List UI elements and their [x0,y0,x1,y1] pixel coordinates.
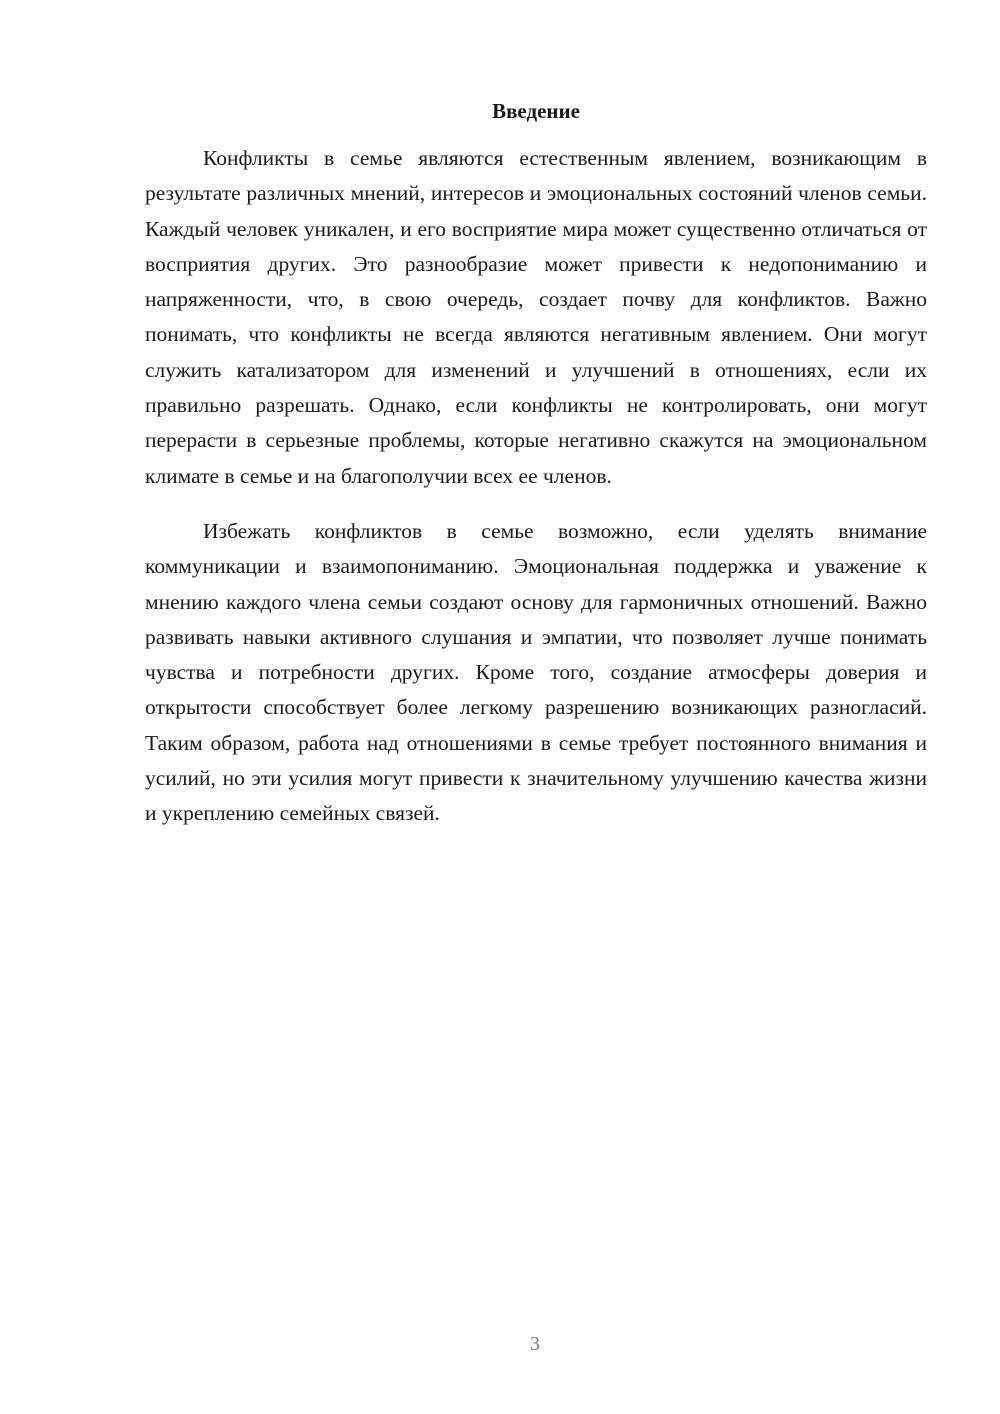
section-heading: Введение [492,99,580,123]
paragraph-2: Избежать конфликтов в семье возможно, если уделять внимание коммуникации и взаимопониманию. Эмоциональная поддержка и уважение к мнению каждого члена семьи создают основу для гармоничных отношений. Важно развивать навыки активного слушания и эмпатии, что позволяет лучше понимать чувства и потребности других. Кроме того, создание атмосферы доверия и открытости способствует более легкому разрешению возникающих разногласий. Таким образом, работа над отношениями в семье требует постоянного внимания и усилий, но эти усилия могут привести к значительному улучшению качества жизни и укреплению семейных связей. [145,518,927,826]
paragraph-1: Конфликты в семье являются естественным явлением, возникающим в результате различных мнений, интересов и эмоциональных состояний членов семьи. Каждый человек уникален, и его восприятие мира может существенно отличаться от восприятия других. Это разнообразие может привести к недопониманию и напряженности, что, в свою очередь, создает почву для конфликтов. Важно понимать, что конфликты не всегда являются негативным явлением. Они могут служить катализатором для изменений и улучшений в отношениях, если их правильно разрешать. Однако, если конфликты не контролировать, они могут перерасти в серьезные проблемы, которые негативно скажутся на эмоциональном климате в семье и на благополучии всех ее членов. [145,146,927,488]
page-number: 3 [530,1333,540,1355]
body-text [145,141,927,832]
